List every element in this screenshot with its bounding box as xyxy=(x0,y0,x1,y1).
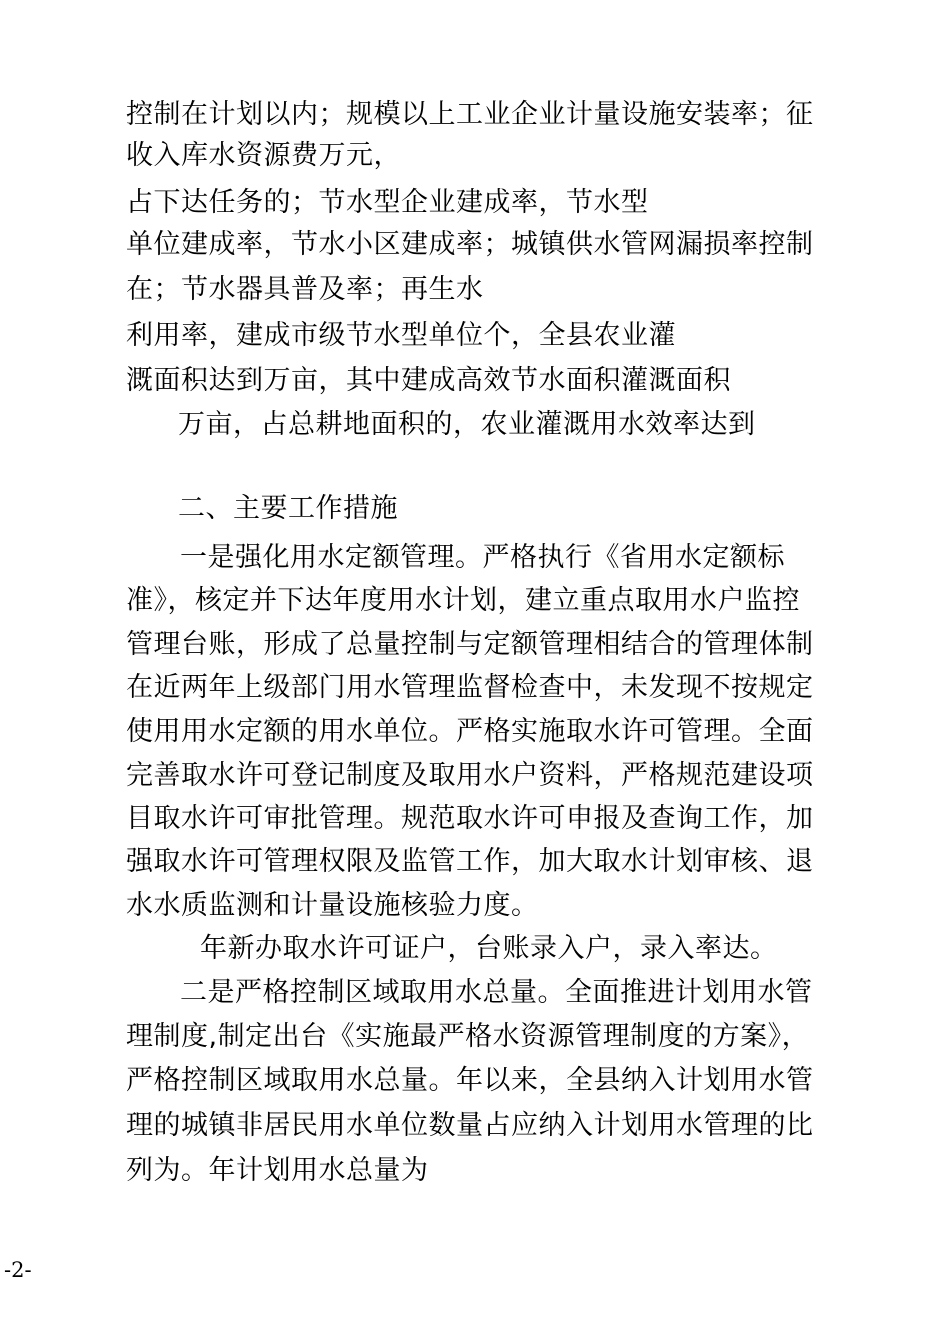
page-number: -2- xyxy=(4,1258,32,1282)
text-line-17: 强取水许可管理权限及监管工作，加大取水计划审核、退 xyxy=(126,846,814,877)
text-line-12: 管理台账，形成了总量控制与定额管理相结合的管理体制 xyxy=(126,629,814,660)
text-line-5: 在；节水器具普及率；再生水 xyxy=(126,274,484,305)
text-line-15: 完善取水许可登记制度及取用水户资料，严格规范建设项 xyxy=(126,760,814,791)
text-line-20: 二是严格控制区域取用水总量。全面推进计划用水管 xyxy=(180,977,813,1008)
section-heading: 二、主要工作措施 xyxy=(178,493,398,524)
text-line-14: 使用用水定额的用水单位。严格实施取水许可管理。全面 xyxy=(126,716,814,747)
text-line-24: 列为。年计划用水总量为 xyxy=(126,1155,429,1186)
text-line-10: 一是强化用水定额管理。严格执行《省用水定额标 xyxy=(180,542,785,573)
text-line-8: 万亩，占总耕地面积的，农业灌溉用水效率达到 xyxy=(178,409,756,440)
text-line-11: 准》，核定并下达年度用水计划，建立重点取用水户监控 xyxy=(126,585,800,616)
text-line-6: 利用率，建成市级节水型单位个，全县农业灌 xyxy=(126,320,676,351)
text-line-3: 占下达任务的；节水型企业建成率，节水型 xyxy=(126,187,649,218)
text-line-19: 年新办取水许可证户，台账录入户，录入率达。 xyxy=(200,933,778,964)
text-line-2: 收入库水资源费万元， xyxy=(126,140,401,171)
text-line-7: 溉面积达到万亩，其中建成高效节水面积灌溉面积 xyxy=(126,365,731,396)
text-line-23: 理的城镇非居民用水单位数量占应纳入计划用水管理的比 xyxy=(126,1110,814,1141)
text-line-22: 严格控制区域取用水总量。年以来，全县纳入计划用水管 xyxy=(126,1065,814,1096)
text-line-18: 水水质监测和计量设施核验力度。 xyxy=(126,890,539,921)
text-line-1: 控制在计划以内；规模以上工业企业计量设施安装率；征 xyxy=(126,99,814,130)
text-line-16: 目取水许可审批管理。规范取水许可申报及查询工作，加 xyxy=(126,803,814,834)
text-line-13: 在近两年上级部门用水管理监督检查中，未发现不按规定 xyxy=(126,672,814,703)
text-line-4: 单位建成率，节水小区建成率；城镇供水管网漏损率控制 xyxy=(126,229,814,260)
text-line-21: 理制度,制定出台《实施最严格水资源管理制度的方案》， xyxy=(126,1021,810,1052)
